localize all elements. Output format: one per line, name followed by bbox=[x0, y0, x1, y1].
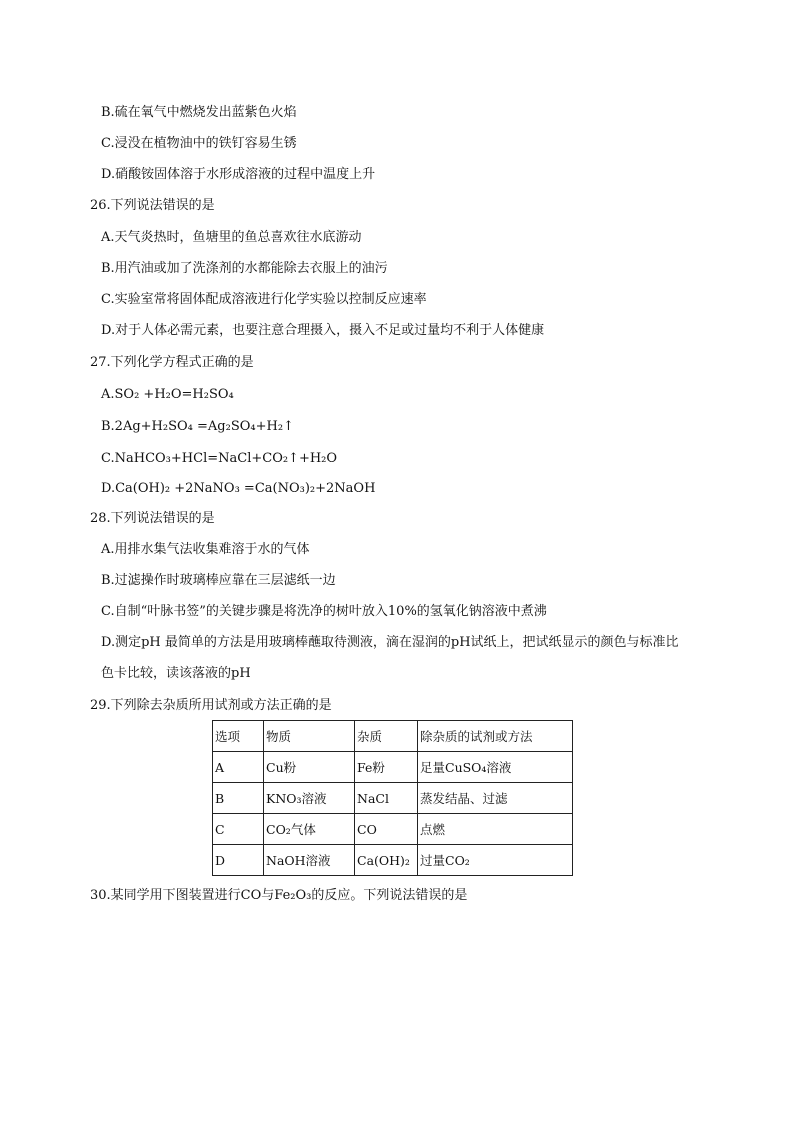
q27-stem: 27.下列化学方程式正确的是 bbox=[90, 355, 254, 370]
q25-option-d: D.硝酸铵固体溶于水形成溶液的过程中温度上升 bbox=[101, 167, 376, 182]
q28-option-d-line2: 色卡比较，读该落液的pH bbox=[101, 666, 251, 681]
q26-option-b: B.用汽油或加了洗涤剂的水都能除去衣服上的油污 bbox=[101, 261, 388, 276]
table-cell: 蒸发结晶、过滤 bbox=[418, 783, 573, 814]
table-header-row bbox=[213, 721, 573, 752]
header-cell: 除杂质的试剂或方法 bbox=[418, 721, 573, 752]
q25-option-b: B.硫在氧气中燃烧发出蓝紫色火焰 bbox=[101, 105, 297, 120]
q26-option-d: D.对于人体必需元素，也要注意合理摄入，摄入不足或过量均不利于人体健康 bbox=[101, 323, 545, 338]
q28-option-c: C.自制“叶脉书签”的关键步骤是将洗净的树叶放入10%的氢氧化钠溶液中煮沸 bbox=[101, 604, 547, 619]
table-row bbox=[213, 814, 573, 845]
impurity-table bbox=[212, 720, 573, 876]
q29-stem: 29.下列除去杂质所用试剂或方法正确的是 bbox=[90, 698, 332, 713]
table-row bbox=[213, 752, 573, 783]
table-cell: Cu粉 bbox=[264, 752, 355, 783]
header-cell: 选项 bbox=[213, 721, 264, 752]
table-cell: KNO₃溶液 bbox=[264, 783, 355, 814]
table-row bbox=[213, 845, 573, 876]
q28-option-d-line1: D.测定pH 最简单的方法是用玻璃棒蘸取待测液，滴在湿润的pH试纸上，把试纸显示的颜色与标准比 bbox=[101, 635, 679, 650]
q28-option-a: A.用排水集气法收集难溶于水的气体 bbox=[101, 542, 310, 557]
table-cell: 过量CO₂ bbox=[418, 845, 573, 876]
table-cell: NaCl bbox=[355, 783, 418, 814]
header-cell: 物质 bbox=[264, 721, 355, 752]
table-cell: NaOH溶液 bbox=[264, 845, 355, 876]
table-row bbox=[213, 783, 573, 814]
q26-option-a: A.天气炎热时，鱼塘里的鱼总喜欢往水底游动 bbox=[101, 230, 362, 245]
table-cell: 足量CuSO₄溶液 bbox=[418, 752, 573, 783]
q26-option-c: C.实验室常将固体配成溶液进行化学实验以控制反应速率 bbox=[101, 292, 427, 307]
q28-stem: 28.下列说法错误的是 bbox=[90, 511, 215, 526]
q25-option-c: C.浸没在植物油中的铁钉容易生锈 bbox=[101, 136, 297, 151]
table-cell: CO bbox=[355, 814, 418, 845]
q30-stem: 30.某同学用下图装置进行CO与Fe₂O₃的反应。下列说法错误的是 bbox=[90, 888, 468, 903]
q28-option-b: B.过滤操作时玻璃棒应靠在三层滤纸一边 bbox=[101, 573, 336, 588]
header-cell: 杂质 bbox=[355, 721, 418, 752]
table-cell: A bbox=[213, 752, 264, 783]
table-cell: C bbox=[213, 814, 264, 845]
q27-option-c: C.NaHCO₃+HCl=NaCl+CO₂↑+H₂O bbox=[101, 451, 338, 466]
q27-option-b: B.2Ag+H₂SO₄ =Ag₂SO₄+H₂↑ bbox=[101, 419, 294, 434]
table-cell: Fe粉 bbox=[355, 752, 418, 783]
q26-stem: 26.下列说法错误的是 bbox=[90, 198, 215, 213]
table-cell: Ca(OH)₂ bbox=[355, 845, 418, 876]
table-cell: 点燃 bbox=[418, 814, 573, 845]
table-cell: B bbox=[213, 783, 264, 814]
q27-option-a: A.SO₂ +H₂O=H₂SO₄ bbox=[101, 387, 234, 402]
table-cell: D bbox=[213, 845, 264, 876]
q27-option-d: D.Ca(OH)₂ +2NaNO₃ =Ca(NO₃)₂+2NaOH bbox=[101, 481, 376, 496]
table-cell: CO₂气体 bbox=[264, 814, 355, 845]
